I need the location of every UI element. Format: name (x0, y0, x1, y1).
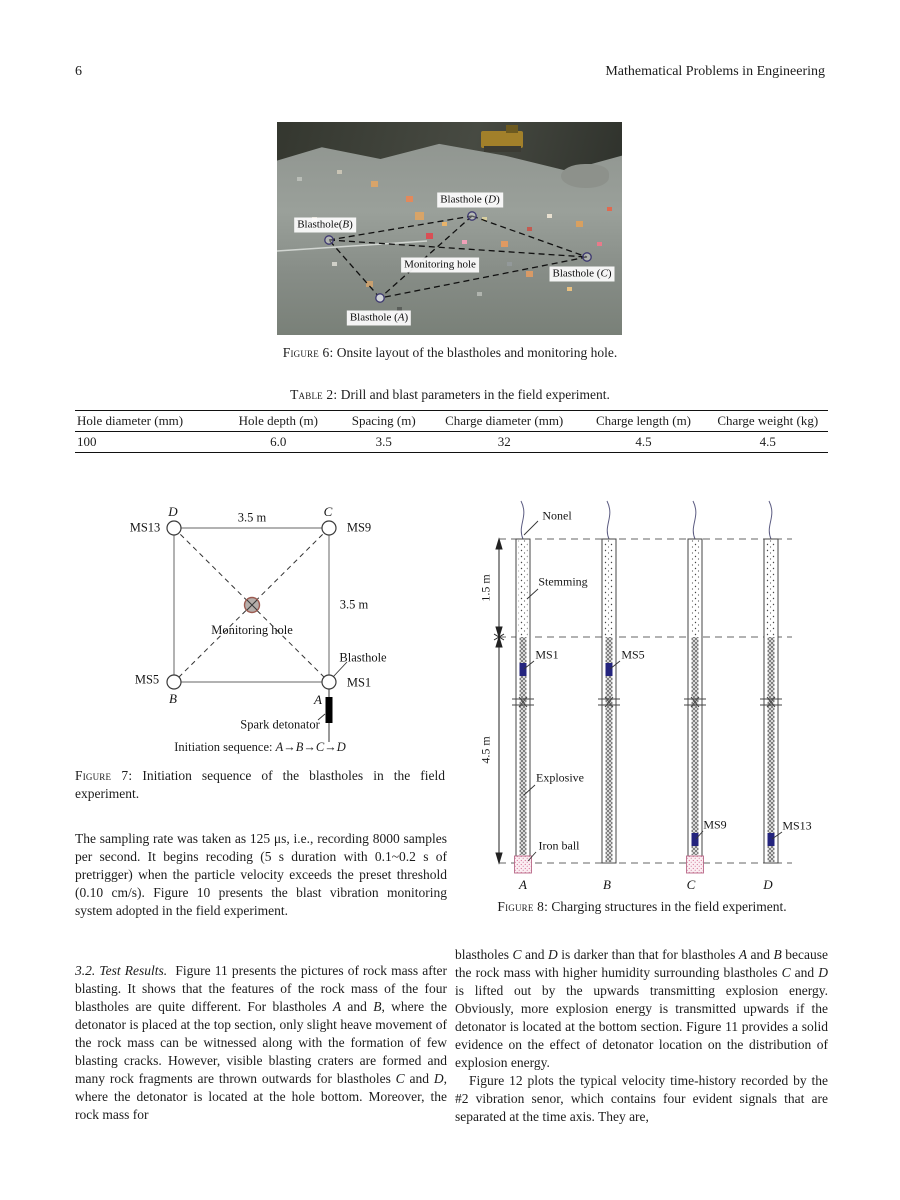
drill-blast-parameters-table (75, 410, 828, 453)
figure6-caption-label: Figure 6: (282, 345, 334, 360)
col-charge-weight: Charge weight (kg) (717, 413, 819, 428)
label-blasthole-d: Blasthole (D) (437, 193, 503, 208)
label-blasthole-c: Blasthole (C) (550, 267, 615, 282)
val-charge-length: 4.5 (635, 434, 652, 449)
figure8-caption-text: Charging structures in the field experiment. (548, 899, 787, 914)
initiation-sequence: Initiation sequence: A→B→C→D (174, 740, 346, 754)
table2-caption (75, 386, 825, 404)
explosive-label: Explosive (536, 770, 584, 785)
ms13-label: MS13 (782, 818, 812, 833)
sensor-label-ms9: MS9 (346, 520, 372, 535)
page-number: 6 (75, 64, 82, 79)
figure8-caption-label: Figure 8: (497, 899, 549, 914)
blasthole-pointer-label: Blasthole (339, 650, 387, 665)
figure8-caption (455, 898, 829, 916)
label-blasthole-b: Blasthole(B) (294, 218, 356, 233)
figure7-diagram (75, 490, 445, 765)
figure8-diagram (460, 495, 850, 895)
ms5-detonator-mark (606, 663, 613, 676)
paragraph-figure12: Figure 12 plots the typical velocity time-history recorded by the #2 vibration senor, which contains four evident signals that are separated at the time axis. They are, (455, 1073, 828, 1124)
figure6-caption-text: Onsite layout of the blastholes and monitoring hole. (333, 345, 618, 360)
ms9-label: MS9 (703, 817, 727, 832)
sensor-label-ms1: MS1 (346, 675, 372, 690)
ms1-detonator-mark (520, 663, 527, 676)
figure8-drawing (460, 495, 850, 895)
val-hole-diameter: 100 (77, 434, 97, 449)
journal-title: Mathematical Problems in Engineering (605, 64, 825, 79)
corner-label-a: A (314, 692, 322, 707)
col-hole-depth: Hole depth (m) (238, 413, 318, 428)
sensor-label-ms5: MS5 (134, 672, 160, 687)
monitoring-hole-label: Monitoring hole (211, 623, 293, 637)
iron-ball-label: Iron ball (538, 838, 580, 853)
col-hole-diameter: Hole diameter (mm) (77, 413, 184, 428)
val-charge-weight: 4.5 (759, 434, 776, 449)
spark-detonator-symbol (326, 697, 333, 723)
figure7-caption-label: Figure 7: (75, 768, 133, 783)
paragraph-darker-rock: blastholes C and D is darker than that for blastholes A and B because the rock mass with higher humidity surrounding blastholes C and D is lifted out by the upwards transmitting explosion energy. Obviously, more explosion energy is transmitted upwards if the detonator is located at the bottom section. Figure 11 provides a solid evidence on the effect of detonator location on the distribution of explosion energy. (455, 947, 828, 1070)
iron-ball-c (687, 856, 704, 873)
ms1-label: MS1 (535, 647, 559, 662)
dim-4-5m: 4.5 m (478, 736, 493, 764)
corner-label-d: D (168, 504, 178, 519)
dim-top-3-5m: 3.5 m (237, 510, 267, 525)
ms9-detonator-mark (692, 833, 699, 846)
corner-label-b: B (169, 691, 177, 706)
ms5-label: MS5 (621, 647, 645, 662)
val-charge-diameter: 32 (497, 434, 511, 449)
monitoring-hole-symbol (245, 598, 260, 613)
label-monitoring-hole: Monitoring hole (401, 258, 479, 273)
paragraph-sampling: The sampling rate was taken as 125 μs, i.e., recording 8000 samples per second. It begins recoding (5 s duration with 0.1~0.2 s of pretrigger) when the particle velocity exceeds the preset threshold (0.10 cm/s). Figure 10 presents the blast vibration monitoring system adopted in the field experiment. (75, 831, 447, 918)
iron-ball-a (515, 856, 532, 873)
val-hole-depth: 6.0 (270, 434, 287, 449)
table-header (75, 411, 828, 432)
figure6-photo (277, 122, 622, 335)
col-charge-length: Charge length (m) (595, 413, 692, 428)
hole-label-c: C (686, 877, 696, 892)
section-3-2-test-results: 3.2. Test Results. Figure 11 presents the pictures of rock mass after blasting. It shows that the features of the rock mass of the four blastholes are quite different. For blastholes A and B, where the detonator is placed at the top section, only slight heave movement of the rock mass can be witnessed along with the formation of few blasting cracks. However, visible blasting craters are formed and many rock fragments are thrown outwards for blastholes C and D, where the detonator is located at the hole bottom. Moreover, the rock mass for (75, 963, 448, 1122)
label-blasthole-a: Blasthole (A) (347, 311, 411, 326)
figure7-caption-text: Initiation sequence of the blastholes in the field experiment. (75, 768, 445, 801)
sensor-label-ms13: MS13 (129, 520, 161, 535)
val-spacing: 3.5 (375, 434, 392, 449)
figure6-caption (75, 344, 825, 362)
spark-detonator-label: Spark detonator (240, 717, 320, 732)
table-row (75, 432, 828, 453)
corner-label-c: C (323, 504, 333, 519)
col-spacing: Spacing (m) (351, 413, 416, 428)
table2-caption-text: Drill and blast parameters in the field experiment. (337, 387, 610, 402)
dim-right-3-5m: 3.5 m (339, 597, 369, 612)
figure7-caption (75, 767, 445, 803)
right-column-text (455, 946, 828, 1126)
ms13-detonator-mark (768, 833, 775, 846)
col-charge-diameter: Charge diameter (mm) (445, 413, 564, 428)
break-symbols (512, 697, 782, 707)
hole-label-a: A (519, 877, 527, 892)
nonel-label: Nonel (542, 508, 572, 523)
table2-caption-label: Table 2: (290, 387, 338, 402)
stemming-label: Stemming (538, 574, 588, 589)
dim-1-5m: 1.5 m (478, 574, 493, 602)
hole-label-d: D (763, 877, 773, 892)
hole-label-b: B (603, 877, 611, 892)
